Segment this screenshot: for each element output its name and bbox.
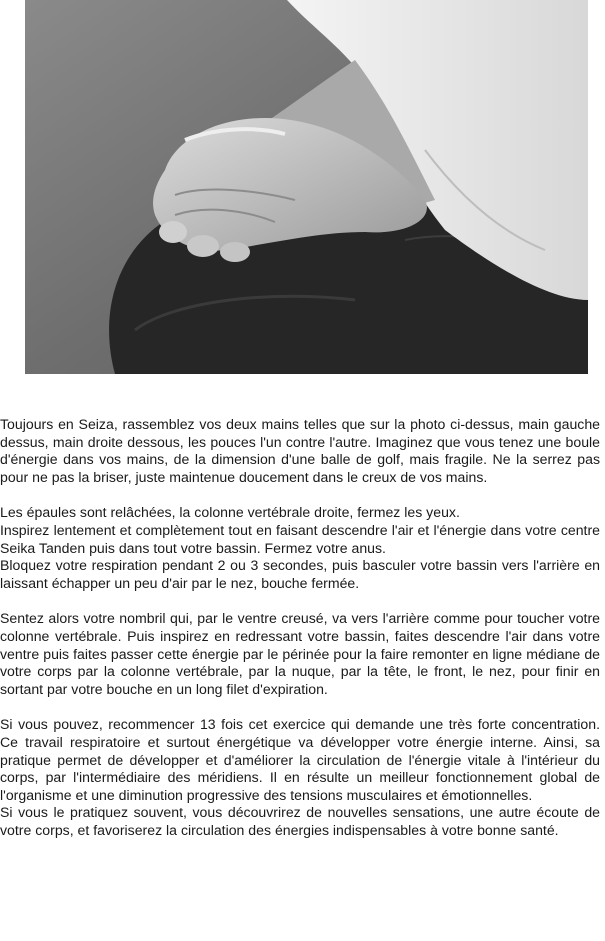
paragraph-5: Sentez alors votre nombril qui, par le ventre creusé, va vers l'arrière comme pour toucher votre colonne vertébrale. Puis inspirez en redressant votre bassin, faites descendre l'air dans votre ventre puis faites passer cette énergie par le périnée pour la faire remonter en ligne médiane de votre corps par la colonne vertébrale, par la nuque, par la tête, le front, le nez, pour finir en sortant par votre bouche en un long filet d'expiration. [0, 610, 600, 697]
paragraph-1: Toujours en Seiza, rassemblez vos deux mains telles que sur la photo ci-dessus, main gauche dessus, main droite dessous, les pouces l'un contre l'autre. Imaginez que vous tenez une boule d'énergie dans vos mains, de la dimension d'une balle de golf, mais fragile. Ne la serrez pas pour ne pas la briser, juste maintenue doucement dans le creux de vos mains. [0, 416, 600, 485]
paragraph-6: Si vous pouvez, recommencer 13 fois cet exercice qui demande une très forte concentration. Ce travail respiratoire et surtout énergétique va développer votre énergie interne. Ainsi, sa pratique permet de développer et d'améliorer la circulation de l'énergie vitale à l'intérieur du corps, par l'intermédiaire des méridiens. Il en résulte un meilleur fonctionnement global de l'organisme et une diminution progressive des tensions musculaires et émotionnelles. [0, 716, 600, 803]
paragraph-7: Si vous le pratiquez souvent, vous découvrirez de nouvelles sensations, une autre écoute de votre corps, et favoriserez la circulation des énergies indispensables à votre bonne santé. [0, 804, 600, 838]
hands-photo [25, 0, 588, 374]
article-text [0, 416, 600, 839]
paragraph-4: Bloquez votre respiration pendant 2 ou 3 secondes, puis basculer votre bassin vers l'arrière en laissant échapper un peu d'air par le nez, bouche fermée. [0, 557, 600, 591]
hands-photo-drawing [25, 0, 588, 374]
paragraph-2: Les épaules sont relâchées, la colonne vertébrale droite, fermez les yeux. [0, 504, 460, 521]
paragraph-3: Inspirez lentement et complètement tout en faisant descendre l'air et l'énergie dans votre centre Seika Tanden puis dans tout votre bassin. Fermez votre anus. [0, 521, 600, 556]
